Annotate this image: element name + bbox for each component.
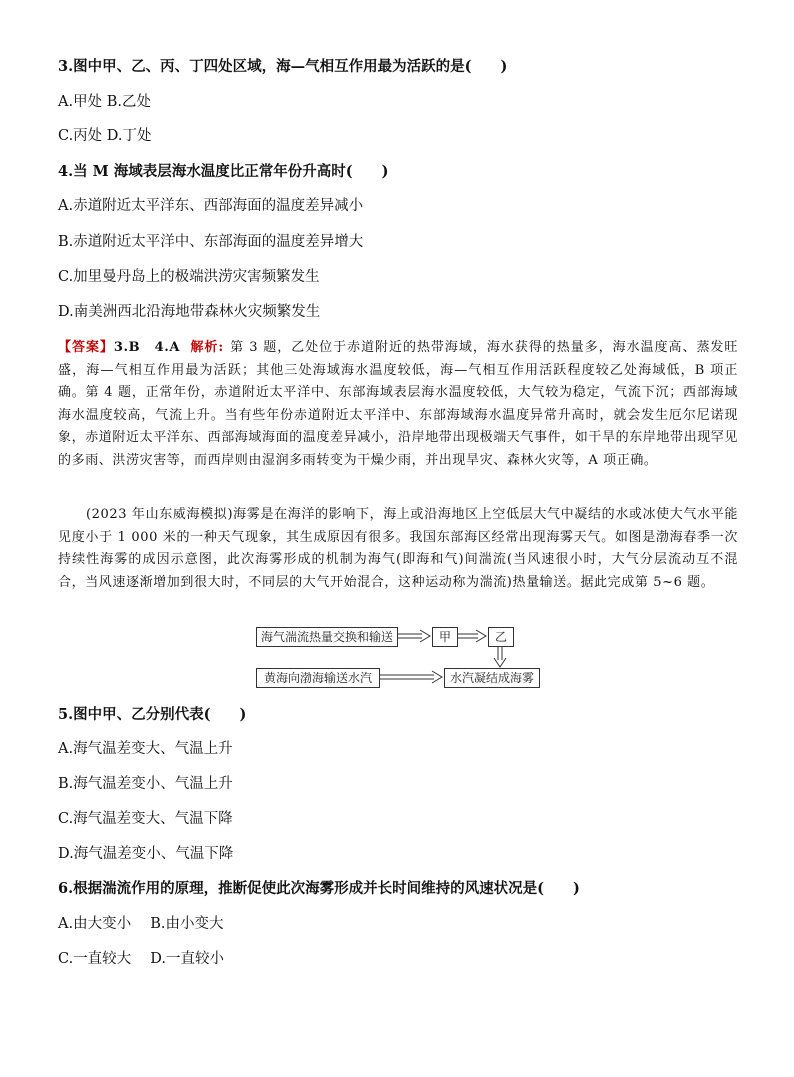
box-turbulent-heat-exchange: 海气湍流热量交换和输送 xyxy=(256,627,398,647)
arrow-water-vapor-to-fog xyxy=(380,671,442,683)
q4-option-b: B.赤道附近太平洋中、东部海面的温度差异增大 xyxy=(58,234,364,250)
analysis-text: 第 3 题，乙处位于赤道附近的热带海域，海水获得的热量多，海水温度高、蒸发旺盛，海—气相互作用最为活跃；其他三处海域海水温度较低，海—气相互作用活跃程度较乙处海域低，B 项正确。第 4 题，正常年份，赤道附近太平洋中、东部海域表层海水温度较低，大气较为稳定，气流下沉；西部海域海水温度较高，气流上升。当有些年份赤道附近太平洋中、东部海域海水温度异常升高时，就会发生厄尔尼诺现象，赤道附近太平洋东、西部海域海面的温度差异减小，沿岸地带出现极端天气事件，如干旱的东岸地带出现罕见的多雨、洪涝灾害等，而西岸则由湿润多雨转变为干燥少雨，并出现旱灾、森林火灾等，A 项正确。 xyxy=(58,340,739,468)
q3-options-row1: A.甲处 B.乙处 xyxy=(58,94,151,110)
arrow-yi-to-fog xyxy=(494,647,506,667)
box-jia: 甲 xyxy=(432,627,458,647)
q5-option-c: C.海气温差变大、气温下降 xyxy=(58,811,233,827)
q6-stem: 6.根据湍流作用的原理，推断促使此次海雾形成并长时间维持的风速状况是( ) xyxy=(58,880,580,897)
q5-stem: 5.图中甲、乙分别代表( ) xyxy=(58,706,247,723)
analysis-label: 解析: xyxy=(190,340,224,355)
q4-stem: 4.当 M 海域表层海水温度比正常年份升高时( ) xyxy=(58,163,389,180)
answer-tag: 【答案】 xyxy=(58,340,114,355)
q6-options-row2: C.一直较大 D.一直较小 xyxy=(58,951,225,967)
q4-option-c: C.加里曼丹岛上的极端洪涝灾害频繁发生 xyxy=(58,269,320,285)
q5-option-d: D.海气温差变小、气温下降 xyxy=(58,846,234,862)
box-yellow-sea-water-vapor: 黄海向渤海输送水汽 xyxy=(256,668,380,688)
q6-options-row1: A.由大变小 B.由小变大 xyxy=(58,916,224,932)
q4-option-a: A.赤道附近太平洋东、西部海面的温度差异减小 xyxy=(58,198,364,214)
q3-stem: 3.图中甲、乙、丙、丁四处区域，海—气相互作用最为活跃的是( ) xyxy=(58,58,508,75)
q5-option-b: B.海气温差变小、气温上升 xyxy=(58,776,233,792)
box-vapor-condenses-fog: 水汽凝结成海雾 xyxy=(444,668,540,688)
q4-option-d: D.南美洲西北沿海地带森林火灾频繁发生 xyxy=(58,304,321,320)
q3-options-row2: C.丙处 D.丁处 xyxy=(58,128,152,144)
q5-option-a: A.海气温差变大、气温上升 xyxy=(58,741,233,757)
arrow-jia-to-yi xyxy=(458,630,486,642)
material-intro: (2023 年山东威海模拟)海雾是在海洋的影响下，海上或沿海地区上空低层大气中凝结的水或冰使大气水平能见度小于 1 000 米的一种天气现象，其生成原因有很多。我国东部海区经常出现海雾天气。如图是渤海春季一次持续性海雾的成因示意图，此次海雾形成的机制为海气(即海和气)间湍流(当风速很小时，大气分层流动互不混合，当风速逐渐增加到很大时，不同层的大气开始混合，这种运动称为湍流)热量输送。据此完成第 5~6 题。 xyxy=(58,507,738,590)
arrow-box1-to-jia xyxy=(398,630,430,642)
box-yi: 乙 xyxy=(488,627,514,647)
answer-key: 3.B 4.A xyxy=(113,340,181,355)
